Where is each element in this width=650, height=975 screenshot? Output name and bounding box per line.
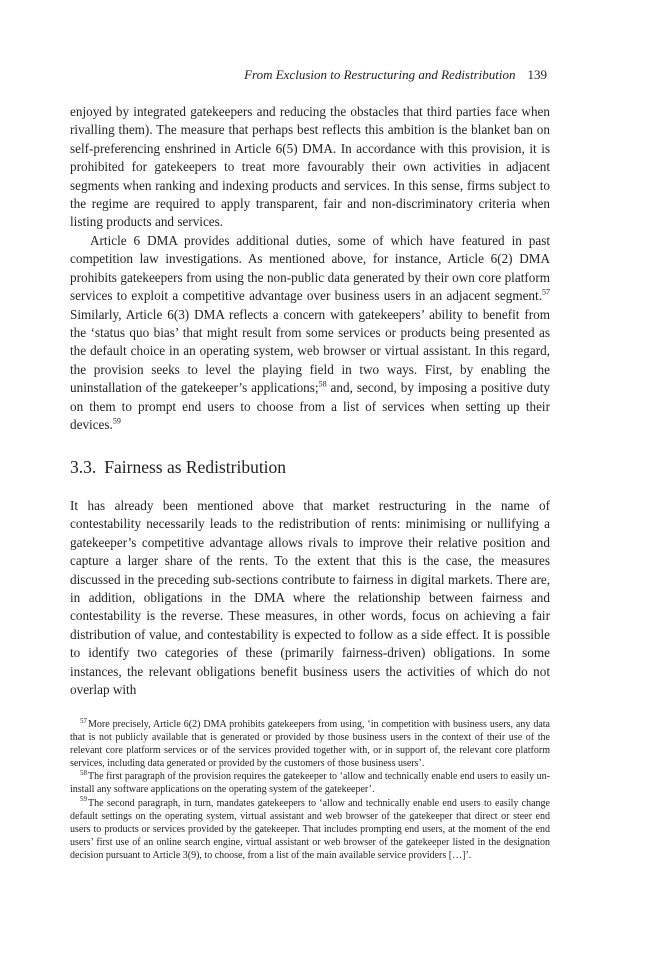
footnote-ref-57[interactable]: 57 xyxy=(542,287,550,297)
footnote-number: 57 xyxy=(80,716,87,725)
page-number: 139 xyxy=(527,67,547,82)
running-head-title: From Exclusion to Restructuring and Redistribution xyxy=(244,67,516,82)
footnote-ref-58[interactable]: 58 xyxy=(318,379,327,389)
footnote-59 xyxy=(70,797,550,862)
paragraph-3 xyxy=(70,497,550,699)
footnote-ref-59[interactable]: 59 xyxy=(112,416,121,426)
paragraph-2-part-3: and, second, by imposing a positive duty on them to prompt end users to choose from a list of services when setting up their devices. xyxy=(70,380,551,433)
paragraph-2 xyxy=(70,232,550,434)
paragraph-1-text: enjoyed by integrated gatekeepers and reducing the obstacles that third parties face when rivalling them). The measure that perhaps best reflects this ambition is the blanket ban on self-preferencing enshrined in Article 6(5) DMA. In accordance with this provision, it is prohibited for gatekeepers to treat more favourably their own activities in adjacent segments when ranking and indexing products and services. In this sense, firms subject to the regime are required to apply transparent, fair and non-discriminatory criteria when listing products and services. xyxy=(70,104,550,230)
paragraph-2-text xyxy=(70,232,550,434)
footnote-number: 59 xyxy=(80,795,87,804)
footnotes xyxy=(70,718,550,862)
paragraph-2-part-1: Article 6 DMA provides additional duties, some of which have featured in past competition law investigations. As mentioned above, for instance, Article 6(2) DMA prohibits gatekeepers from using the non-public data generated by their own core platform services to exploit a competitive advantage over business users in an adjacent segment. xyxy=(70,233,550,304)
section-heading xyxy=(70,456,550,478)
running-head xyxy=(70,66,547,84)
paragraph-1 xyxy=(70,103,550,232)
footnote-text: The first paragraph of the provision requires the gatekeeper to ‘allow and technically enable end users to easily un-install any software applications on the operating system of the gatekeeper’. xyxy=(70,771,550,796)
footnote-number: 58 xyxy=(80,769,87,778)
paragraph-2-part-2: Similarly, Article 6(3) DMA reflects a concern with gatekeepers’ ability to benefit from the ‘status quo bias’ that might result from some services or products being presented as the default choice in an operating system, web browser or virtual assistant. In this regard, the provision seeks to level the playing field in two ways. First, by enabling the uninstallation of the gatekeeper’s applications; xyxy=(70,306,550,396)
footnote-text: The second paragraph, in turn, mandates gatekeepers to ‘allow and technically enable end users to easily change default settings on the operating system, virtual assistant and web browser of the gatekeeper that direct or steer end users to products or services provided by the gatekeeper. That includes prompting end users, at the moment of the end users’ first use of an online search engine, virtual assistant or web browser of the gatekeeper listed in the designation decision pursuant to Article 3(9), to choose, from a list of the main available service providers […]’. xyxy=(70,797,550,861)
footnote-57 xyxy=(70,718,550,770)
section-title: Fairness as Redistribution xyxy=(104,457,287,477)
footnote-text: More precisely, Article 6(2) DMA prohibits gatekeepers from using, ‘in competition with business users, any data that is not publicly available that is generated or provided by those business users in the context of their use of the relevant core platform services or of the services provided together with, or in support of, the relevant core platform services, including data generated or provided by the customers of those business users’. xyxy=(70,719,550,770)
section-number: 3.3. xyxy=(70,457,97,477)
footnote-58 xyxy=(70,770,550,796)
paragraph-3-text: It has already been mentioned above that market restructuring in the name of contestability necessarily leads to the redistribution of rents: minimising or nullifying a gatekeeper’s competitive advantage allows rivals to improve their relative position and capture a larger share of the rents. To the extent that this is the case, the measures discussed in the preceding sub-sections contribute to fairness in digital markets. There are, in addition, obligations in the DMA where the relationship between fairness and contestability is the reverse. These measures, in other words, focus on achieving a fair distribution of value, and contestability is expected to follow as a side effect. It is possible to identify two categories of these (primarily fairness-driven) obligations. In some instances, the relevant obligations benefit business users the activities of which do not overlap with xyxy=(70,498,550,698)
